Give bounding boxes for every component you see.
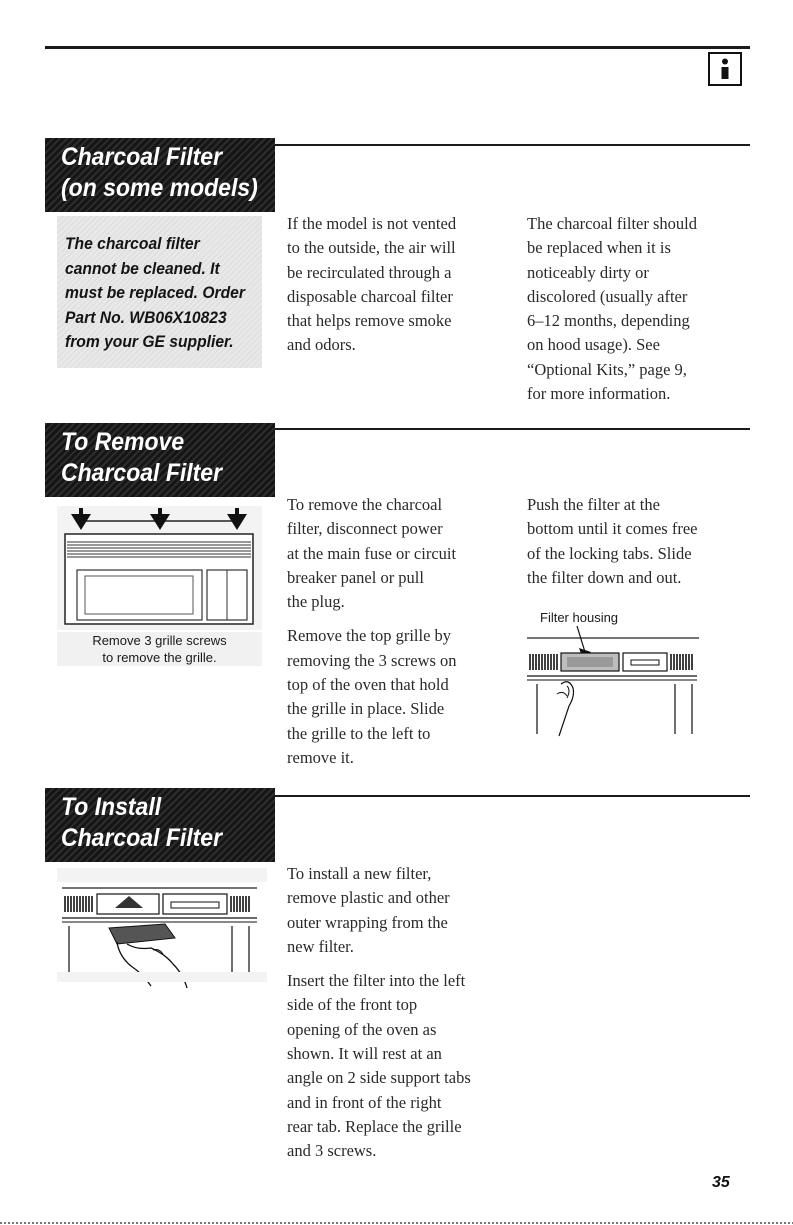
note-line: The charcoal filter: [65, 234, 200, 253]
text-line: new filter.: [287, 936, 354, 956]
text-line: bottom until it comes free: [527, 519, 698, 539]
text-line: remove it.: [287, 747, 354, 767]
grille-screws-illustration: [57, 506, 262, 630]
footer-rule: [0, 1222, 793, 1224]
text-line: the filter down and out.: [527, 567, 682, 587]
title-line: To Install: [61, 793, 162, 821]
text-line: the grille in place. Slide: [287, 699, 445, 719]
text-line: If the model is not vented: [287, 214, 457, 233]
filter-housing-illustration: [527, 624, 717, 746]
note-line: from your GE supplier.: [65, 332, 234, 351]
part-number: Part No. WB06X10823: [65, 307, 227, 327]
caption-line: to remove the grille.: [102, 650, 217, 665]
remove-col-1: [287, 493, 512, 770]
text-line: discolored (usually after: [527, 286, 688, 306]
text-line: the grille to the left to: [287, 723, 431, 743]
grille-caption: [57, 632, 262, 666]
caption-line: Remove 3 grille screws: [92, 633, 227, 648]
title-line: Charcoal Filter: [61, 824, 223, 852]
text-line: The charcoal filter should: [527, 214, 697, 233]
text-line: the plug.: [287, 592, 345, 612]
note-line: must be replaced. Order: [65, 283, 245, 302]
page-number: 35: [712, 1174, 730, 1191]
text-line: to the outside, the air will: [287, 238, 456, 258]
text-line: removing the 3 screws on: [287, 650, 457, 670]
section-title-charcoal-filter: [45, 138, 275, 212]
text-line: Insert the filter into the left: [287, 971, 466, 991]
text-line: at the main fuse or circuit: [287, 543, 457, 563]
filter-housing-label: Filter housing: [540, 610, 619, 625]
text-line: opening of the oven as: [287, 1019, 437, 1039]
text-line: of the locking tabs. Slide: [527, 543, 692, 563]
title-line: To Remove: [61, 428, 185, 456]
section-title-remove: [45, 423, 275, 497]
text-line: rear tab. Replace the grille: [287, 1116, 462, 1136]
title-line: Charcoal Filter: [61, 459, 223, 487]
text-line: top of the oven that hold: [287, 675, 449, 695]
text-line: angle on 2 side support tabs: [287, 1068, 471, 1088]
info-icon: [708, 52, 742, 86]
text-line: noticeably dirty or: [527, 262, 649, 282]
text-line: 6–12 months, depending: [527, 311, 690, 331]
text-line: filter, disconnect power: [287, 519, 443, 539]
text-line: remove plastic and other: [287, 888, 450, 908]
text-line: outer wrapping from the: [287, 912, 448, 932]
text-line: that helps remove smoke: [287, 311, 452, 331]
header-rule: [45, 46, 750, 49]
text-line: and 3 screws.: [287, 1141, 377, 1161]
text-line: To install a new filter,: [287, 864, 432, 883]
title-line: Charcoal Filter: [61, 143, 223, 171]
text-line: be replaced when it is: [527, 238, 671, 258]
install-col-1: [287, 862, 527, 1164]
install-filter-illustration: [57, 868, 267, 990]
replacement-note: [57, 216, 262, 368]
text-line: for more information.: [527, 384, 671, 404]
section-title-install: [45, 788, 275, 862]
text-line: disposable charcoal filter: [287, 286, 453, 306]
text-line: To remove the charcoal: [287, 495, 443, 514]
text-line: on hood usage). See: [527, 335, 660, 355]
text-line: and in front of the right: [287, 1092, 442, 1112]
text-line: Push the filter at the: [527, 495, 660, 514]
text-line: Remove the top grille by: [287, 626, 452, 646]
text-line: breaker panel or pull: [287, 567, 424, 587]
text-line: be recirculated through a: [287, 262, 452, 282]
text-line: shown. It will rest at an: [287, 1044, 442, 1064]
charcoal-col-2: [527, 212, 767, 406]
text-line: side of the front top: [287, 995, 418, 1015]
note-line: cannot be cleaned. It: [65, 258, 220, 278]
text-line: “Optional Kits,” page 9,: [527, 359, 687, 379]
remove-col-2: [527, 493, 767, 590]
title-line: (on some models): [61, 174, 258, 202]
charcoal-col-1: [287, 212, 512, 358]
text-line: and odors.: [287, 335, 356, 355]
